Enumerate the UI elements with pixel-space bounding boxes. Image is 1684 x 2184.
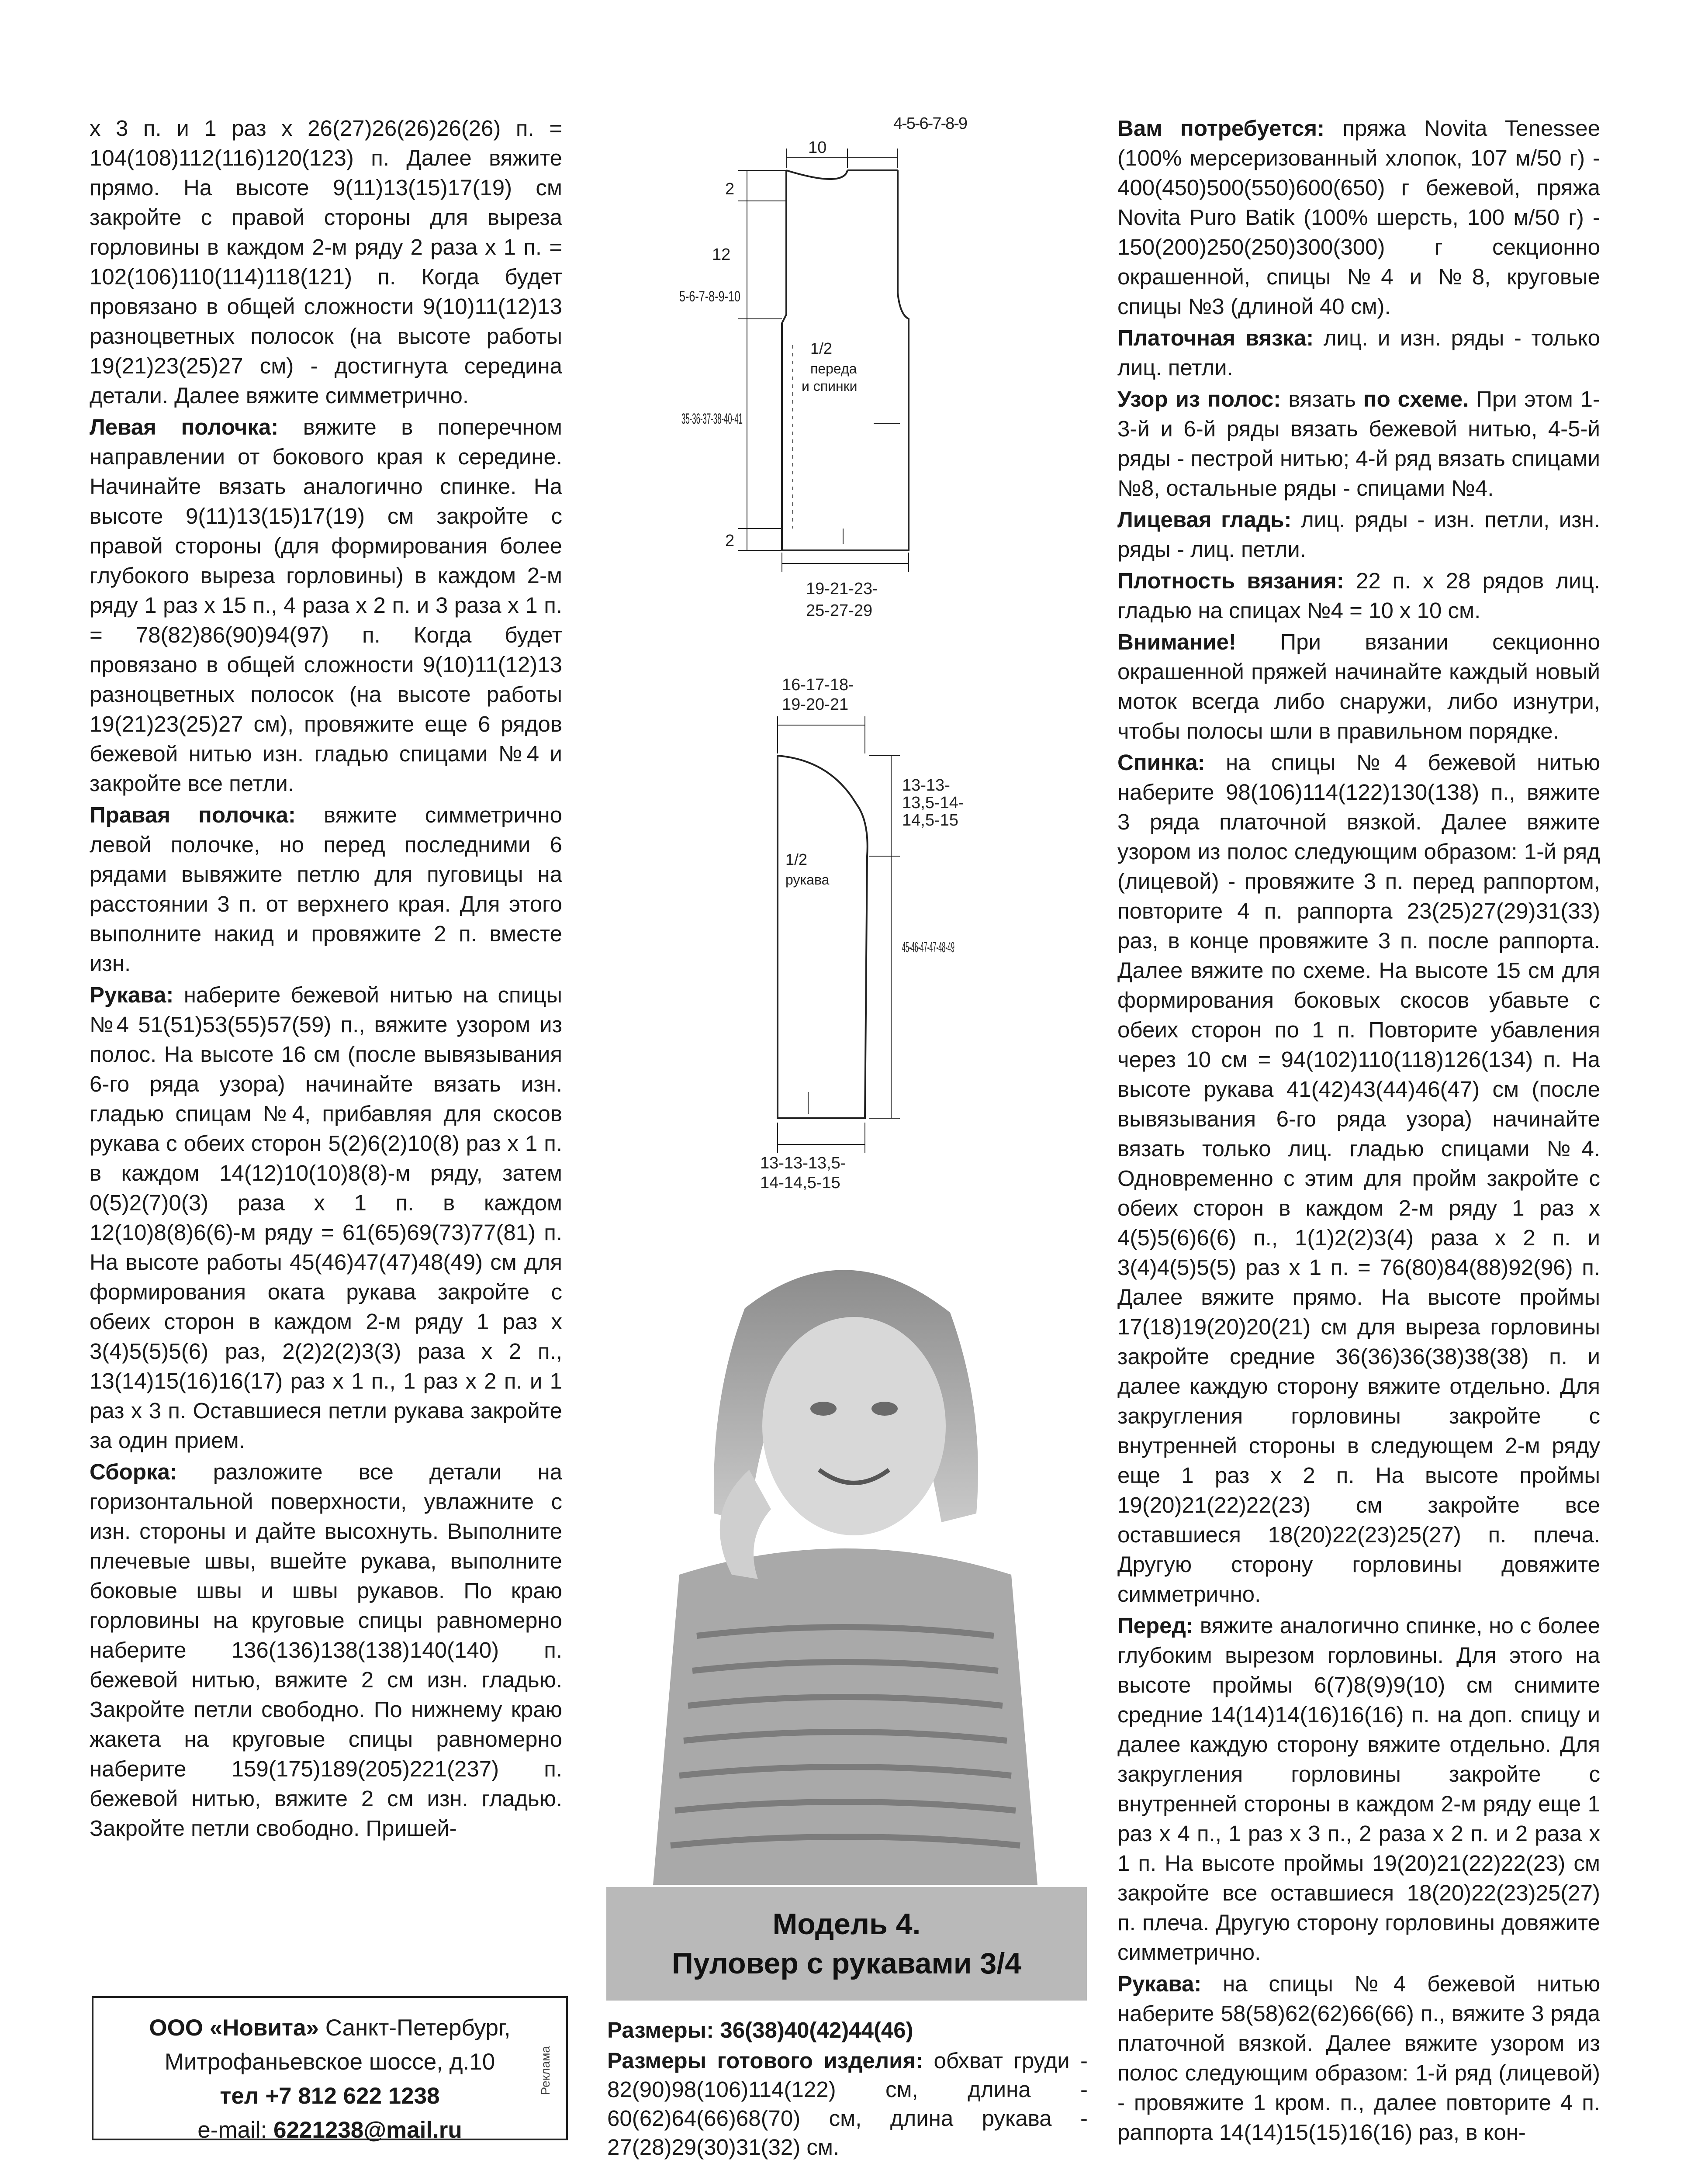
assembly-paragraph bbox=[90, 1457, 562, 1843]
stripes-text-a: вязать bbox=[1288, 387, 1363, 411]
body-bottom-width-1: 19-21-23- bbox=[806, 580, 878, 598]
body-left-mid: 12 bbox=[712, 245, 731, 264]
right-front-paragraph bbox=[90, 800, 562, 978]
ad-email-prefix: e-mail: bbox=[197, 2117, 273, 2143]
assembly-label: Сборка: bbox=[90, 1459, 177, 1484]
attention-text: При вязании секционно окрашенной пряжей начинайте каждый новый моток всегда либо снаружи, либо изнутри, чтобы полосы шли в правильном порядке. bbox=[1117, 629, 1601, 743]
body-pattern-diagram bbox=[638, 109, 1031, 660]
body-armhole: 5-6-7-8-9-10 bbox=[679, 288, 740, 305]
materials-text: пряжа Novita Tenessee (100% мерсеризованный хлопок, 107 м/50 г) - 400(450)500(550)600(650) г бежевой, пряжа Novita Puro Batik (100% шерсть, 100 м/50 г) - 150(200)250(250)300(300) г секционно окрашенной, спицы №4 и №8, круговые спицы №3 (длиной 40 см). bbox=[1117, 116, 1600, 319]
sleeve-cap-3: 14,5-15 bbox=[902, 811, 958, 829]
materials-paragraph bbox=[1117, 114, 1600, 321]
body-label-2: переда bbox=[810, 361, 857, 377]
body-bottom-width-2: 25-27-29 bbox=[806, 601, 873, 620]
body-left-top: 2 bbox=[725, 180, 735, 198]
right-column bbox=[1117, 114, 1600, 2149]
sleeve-length: 45-46-47-47-48-49 bbox=[902, 939, 954, 956]
ad-line-1 bbox=[93, 2011, 566, 2045]
ad-address: Митрофаньевское шоссе, д.10 bbox=[164, 2049, 495, 2075]
ad-phone: тел +7 812 622 1238 bbox=[220, 2083, 440, 2109]
stripes-scheme: по схеме. bbox=[1363, 387, 1469, 411]
sleeve-bottom-1: 13-13-13,5- bbox=[760, 1154, 846, 1172]
garter-paragraph bbox=[1117, 323, 1600, 383]
sleeve-top-2: 19-20-21 bbox=[782, 695, 849, 714]
model-title: Пуловер с рукавами 3/4 bbox=[671, 1947, 1022, 1980]
sleeves-label: Рукава: bbox=[1117, 1971, 1202, 1996]
stockinette-label: Лицевая гладь: bbox=[1117, 507, 1292, 532]
body-dimension-lines bbox=[738, 149, 909, 572]
stripes-label: Узор из полос: bbox=[1117, 387, 1281, 411]
model-photo bbox=[601, 1243, 1090, 1885]
body-labels bbox=[679, 114, 968, 620]
left-column bbox=[90, 114, 562, 1845]
sleeve-label: Рукава: bbox=[90, 982, 174, 1007]
finished-sizes-label: Размеры готового изделия: bbox=[607, 2048, 923, 2073]
finished-sizes-paragraph bbox=[607, 2046, 1088, 2162]
sizes-line bbox=[607, 2016, 1088, 2045]
sizes-label: Размеры: bbox=[607, 2018, 714, 2042]
sleeve-cap-2: 13,5-14- bbox=[902, 794, 964, 812]
sleeve-label-1: 1/2 bbox=[785, 850, 808, 868]
gauge-label: Плотность вязания: bbox=[1117, 568, 1344, 593]
sleeve-outline bbox=[778, 756, 868, 1118]
model-caption-box bbox=[606, 1887, 1087, 2001]
materials-label: Вам потребуется: bbox=[1117, 116, 1325, 141]
sleeve-diagram-svg bbox=[673, 673, 1066, 1219]
body-label-1: 1/2 bbox=[810, 339, 833, 357]
front-paragraph bbox=[1117, 1611, 1600, 1967]
sleeve-label-2: рукава bbox=[785, 872, 830, 888]
body-length: 35-36-37-38-40-41 bbox=[681, 411, 743, 427]
garter-text: лиц. и изн. ряды - только лиц. петли. bbox=[1117, 325, 1600, 380]
ad-email: 6221238@mail.ru bbox=[273, 2117, 462, 2143]
finished-sizes-text: обхват груди - 82(90)98(106)114(122) см, длина - 60(62)64(66)68(70) см, длина рукава - 27(28)29(30)31(32) см. bbox=[607, 2048, 1088, 2160]
back-paragraph bbox=[1117, 748, 1600, 1609]
sleeve-cap-1: 13-13- bbox=[902, 776, 950, 795]
left-front-label: Левая полочка: bbox=[90, 415, 279, 439]
left-paragraph-1: х 3 п. и 1 раз х 26(27)26(26)26(26) п. = 104(108)112(116)120(123) п. Далее вяжите прямо. На высоте 9(11)13(15)17(19) см закройте с правой стороны для выреза горловины в каждом 2-м ряду 2 раза х 1 п. = 102(106)110(114)118(121) п. Когда будет провязано в общей сложности 9(10)11(12)13 разноцветных полосок (на высоте работы 19(21)23(25)27 см) - достигнута середина детали. Далее вяжите симметрично. bbox=[90, 116, 562, 408]
back-text: на спицы №4 бежевой нитью наберите 98(106)114(122)130(138) п., вяжите 3 ряда платочной вязкой. Далее вяжите узором из полос следующим образом: 1-й ряд (лицевой) - провяжите 3 п. перед раппортом, повторите 4 п. раппорта 23(25)27(29)31(33) раз, в конце провяжите 3 п. после раппорта. Далее вяжите по схеме. На высоте 15 см для формирования боковых скосов убавьте с обеих сторон по 1 п. Повторите убавления через 10 см = 94(102)110(118)126(134) п. На высоте рукава 41(42)43(44)46(47) см (после вывязывания 6-го ряда узора) начинайте вязать только лиц. гладью спицами №4. Одновременно с этим для пройм закройте с обеих сторон в каждом 2-м ряду 1 раз х 4(5)5(6)6(6) п., 1(1)2(2)3(4) раза х 2 п. и 3(4)4(5)5(5) раз х 1 п. = 76(80)84(88)92(96) п. Далее вяжите прямо. На высоте проймы 17(18)19(20)20(21) см для выреза горловины закройте средние 36(36)36(38)38(38) п. и далее каждую сторону вяжите отдельно. Для закругления горловины закройте с внутренней стороны в следующем 2-м ряду еще 1 раз х 2 п. На высоте проймы 19(20)21(22)22(23) см закройте все оставшиеся 18(20)22(23)25(27) п. плеча. Другую сторону горловины довяжите симметрично. bbox=[1117, 750, 1600, 1607]
front-text: вяжите аналогично спинке, но с более глубоким вырезом горловины. Для этого на высоте проймы 6(7)8(9)9(10) см снимите средние 14(14)14(16)16(16) п. на доп. спицу и далее каждую сторону вяжите отдельно. Для закругления горловины закройте с внутренней стороны в каждом 2-м ряду еще 1 раз х 4 п., 1 раз х 3 п., 2 раза х 2 п. и 2 раза х 1 п. На высоте проймы 19(20)21(22)22(23) см закройте все оставшиеся 18(20)22(23)25(27) п. плеча. Другую сторону горловины довяжите симметрично. bbox=[1117, 1613, 1601, 1965]
right-front-text: вяжите симметрично левой полочке, но перед последними 6 рядами вывяжите петлю для пуговицы на расстоянии 3 п. от верхнего края. Для этого выполните накид и провяжите 2 п. вместе изн. bbox=[90, 802, 563, 976]
gauge-paragraph bbox=[1117, 566, 1600, 625]
advertisement-box bbox=[92, 1996, 568, 2143]
sleeve-paragraph bbox=[90, 980, 562, 1455]
sleeve-labels bbox=[760, 676, 964, 1192]
body-outline bbox=[782, 170, 909, 550]
body-label-3: и спинки bbox=[802, 378, 858, 394]
stripes-paragraph bbox=[1117, 384, 1600, 503]
sleeve-text: наберите бежевой нитью на спицы №4 51(51)53(55)57(59) п., вяжите узором из полос. На высоте 16 см (после вывязывания 6-го ряда узора) начинайте вязать изн. гладью спицам №4, прибавляя для скосов рукава с обеих сторон 5(2)6(2)10(8) раз х 1 п. в каждом 14(12)10(10)8(8)-м ряду, затем 0(5)2(7)0(3) раза х 1 п. в каждом 12(10)8(8)6(6)-м ряду = 61(65)69(73)77(81) п. На высоте работы 45(46)47(47)48(49) см для формирования оката рукава закройте с обеих сторон в каждом 2-м ряду 1 раз х 3(4)5(5)5(6) раз, 2(2)2(2)3(3) раза х 2 п., 13(14)15(16)16(17) раз х 1 п., 1 раз х 2 п. и 1 раз х 3 п. Оставшиеся петли рукава закройте за один прием. bbox=[90, 982, 563, 1453]
left-front-paragraph bbox=[90, 412, 562, 798]
assembly-text: разложите все детали на горизонтальной поверхности, увлажните с изн. стороны и дайте высохнуть. Выполните плечевые швы, вшейте рукава, выполните боковые швы и швы рукавов. По краю горловины на круговые спицы равномерно наберите 136(136)138(138)140(140) п. бежевой нитью, вяжите 2 см изн. гладью. Закройте петли свободно. По нижнему краю жакета на круговые спицы равномерно наберите 159(175)189(205)221(237) п. бежевой нитью, вяжите 2 см изн. гладью. Закройте петли свободно. Пришей- bbox=[90, 1459, 563, 1841]
stockinette-paragraph bbox=[1117, 505, 1600, 564]
sleeve-pattern-diagram bbox=[673, 673, 1066, 1219]
model-photo-svg bbox=[601, 1243, 1090, 1885]
attention-paragraph bbox=[1117, 627, 1600, 746]
sleeve-bottom-2: 14-14,5-15 bbox=[760, 1174, 840, 1192]
stockinette-text: лиц. ряды - изн. петли, изн. ряды - лиц. петли. bbox=[1117, 507, 1601, 562]
sleeves-paragraph bbox=[1117, 1969, 1600, 2147]
body-left-bottom: 2 bbox=[725, 532, 735, 550]
model-number: Модель 4. bbox=[772, 1908, 921, 1941]
back-label: Спинка: bbox=[1117, 750, 1205, 775]
sleeves-text: на спицы №4 бежевой нитью наберите 58(58)62(62)66(66) п., вяжите 3 ряда платочной вязкой. Далее вяжите узором из полос следующим образом: 1-й ряд (лицевой) - провяжите 1 кром. п., далее повторите 4 п. раппорта 14(14)15(15)16(16) раз, в кон- bbox=[1117, 1971, 1600, 2145]
right-front-label: Правая полочка: bbox=[90, 802, 296, 827]
sizes-block bbox=[607, 2016, 1088, 2163]
garter-label: Платочная вязка: bbox=[1117, 325, 1314, 350]
ad-email-line bbox=[93, 2113, 566, 2147]
ad-note: Реклама bbox=[539, 2046, 552, 2095]
attention-label: Внимание! bbox=[1117, 629, 1236, 654]
body-diagram-svg bbox=[638, 109, 1031, 660]
stripes-text-b: При этом 1-3-й и 6-й ряды вязать бежевой нитью, 4-5-й ряды - пестрой нитью; 4-й ряд вязать спицами №8, остальные ряды - спицами №4. bbox=[1117, 387, 1601, 501]
body-shoulder: 4-5-6-7-8-9 bbox=[893, 114, 968, 133]
left-front-text: вяжите в поперечном направлении от бокового края к середине. Начинайте вязать аналогично спинке. На высоте 9(11)13(15)17(19) см закройте с правой стороны (для формирования более глубокого выреза горловины) в каждом 2-м ряду 1 раз х 15 п., 4 раза х 2 п. и 3 раза х 1 п. = 78(82)86(90)94(97) п. Когда будет провязано в общей сложности 9(10)11(12)13 разноцветных полосок (на высоте работы 19(21)23(25)27 см), провяжите еще 6 рядов бежевой нитью изн. гладью спицами №4 и закройте все петли. bbox=[90, 415, 562, 796]
front-label: Перед: bbox=[1117, 1613, 1193, 1638]
sleeve-top-1: 16-17-18- bbox=[782, 676, 854, 694]
gauge-text: 22 п. х 28 рядов лиц. гладью на спицах №4 = 10 х 10 см. bbox=[1117, 568, 1600, 623]
ad-company: ООО «Новита» bbox=[149, 2015, 319, 2041]
sizes-value: 36(38)40(42)44(46) bbox=[720, 2018, 913, 2042]
ad-city: Санкт-Петербург, bbox=[318, 2015, 511, 2041]
body-top-width: 10 bbox=[808, 138, 827, 157]
